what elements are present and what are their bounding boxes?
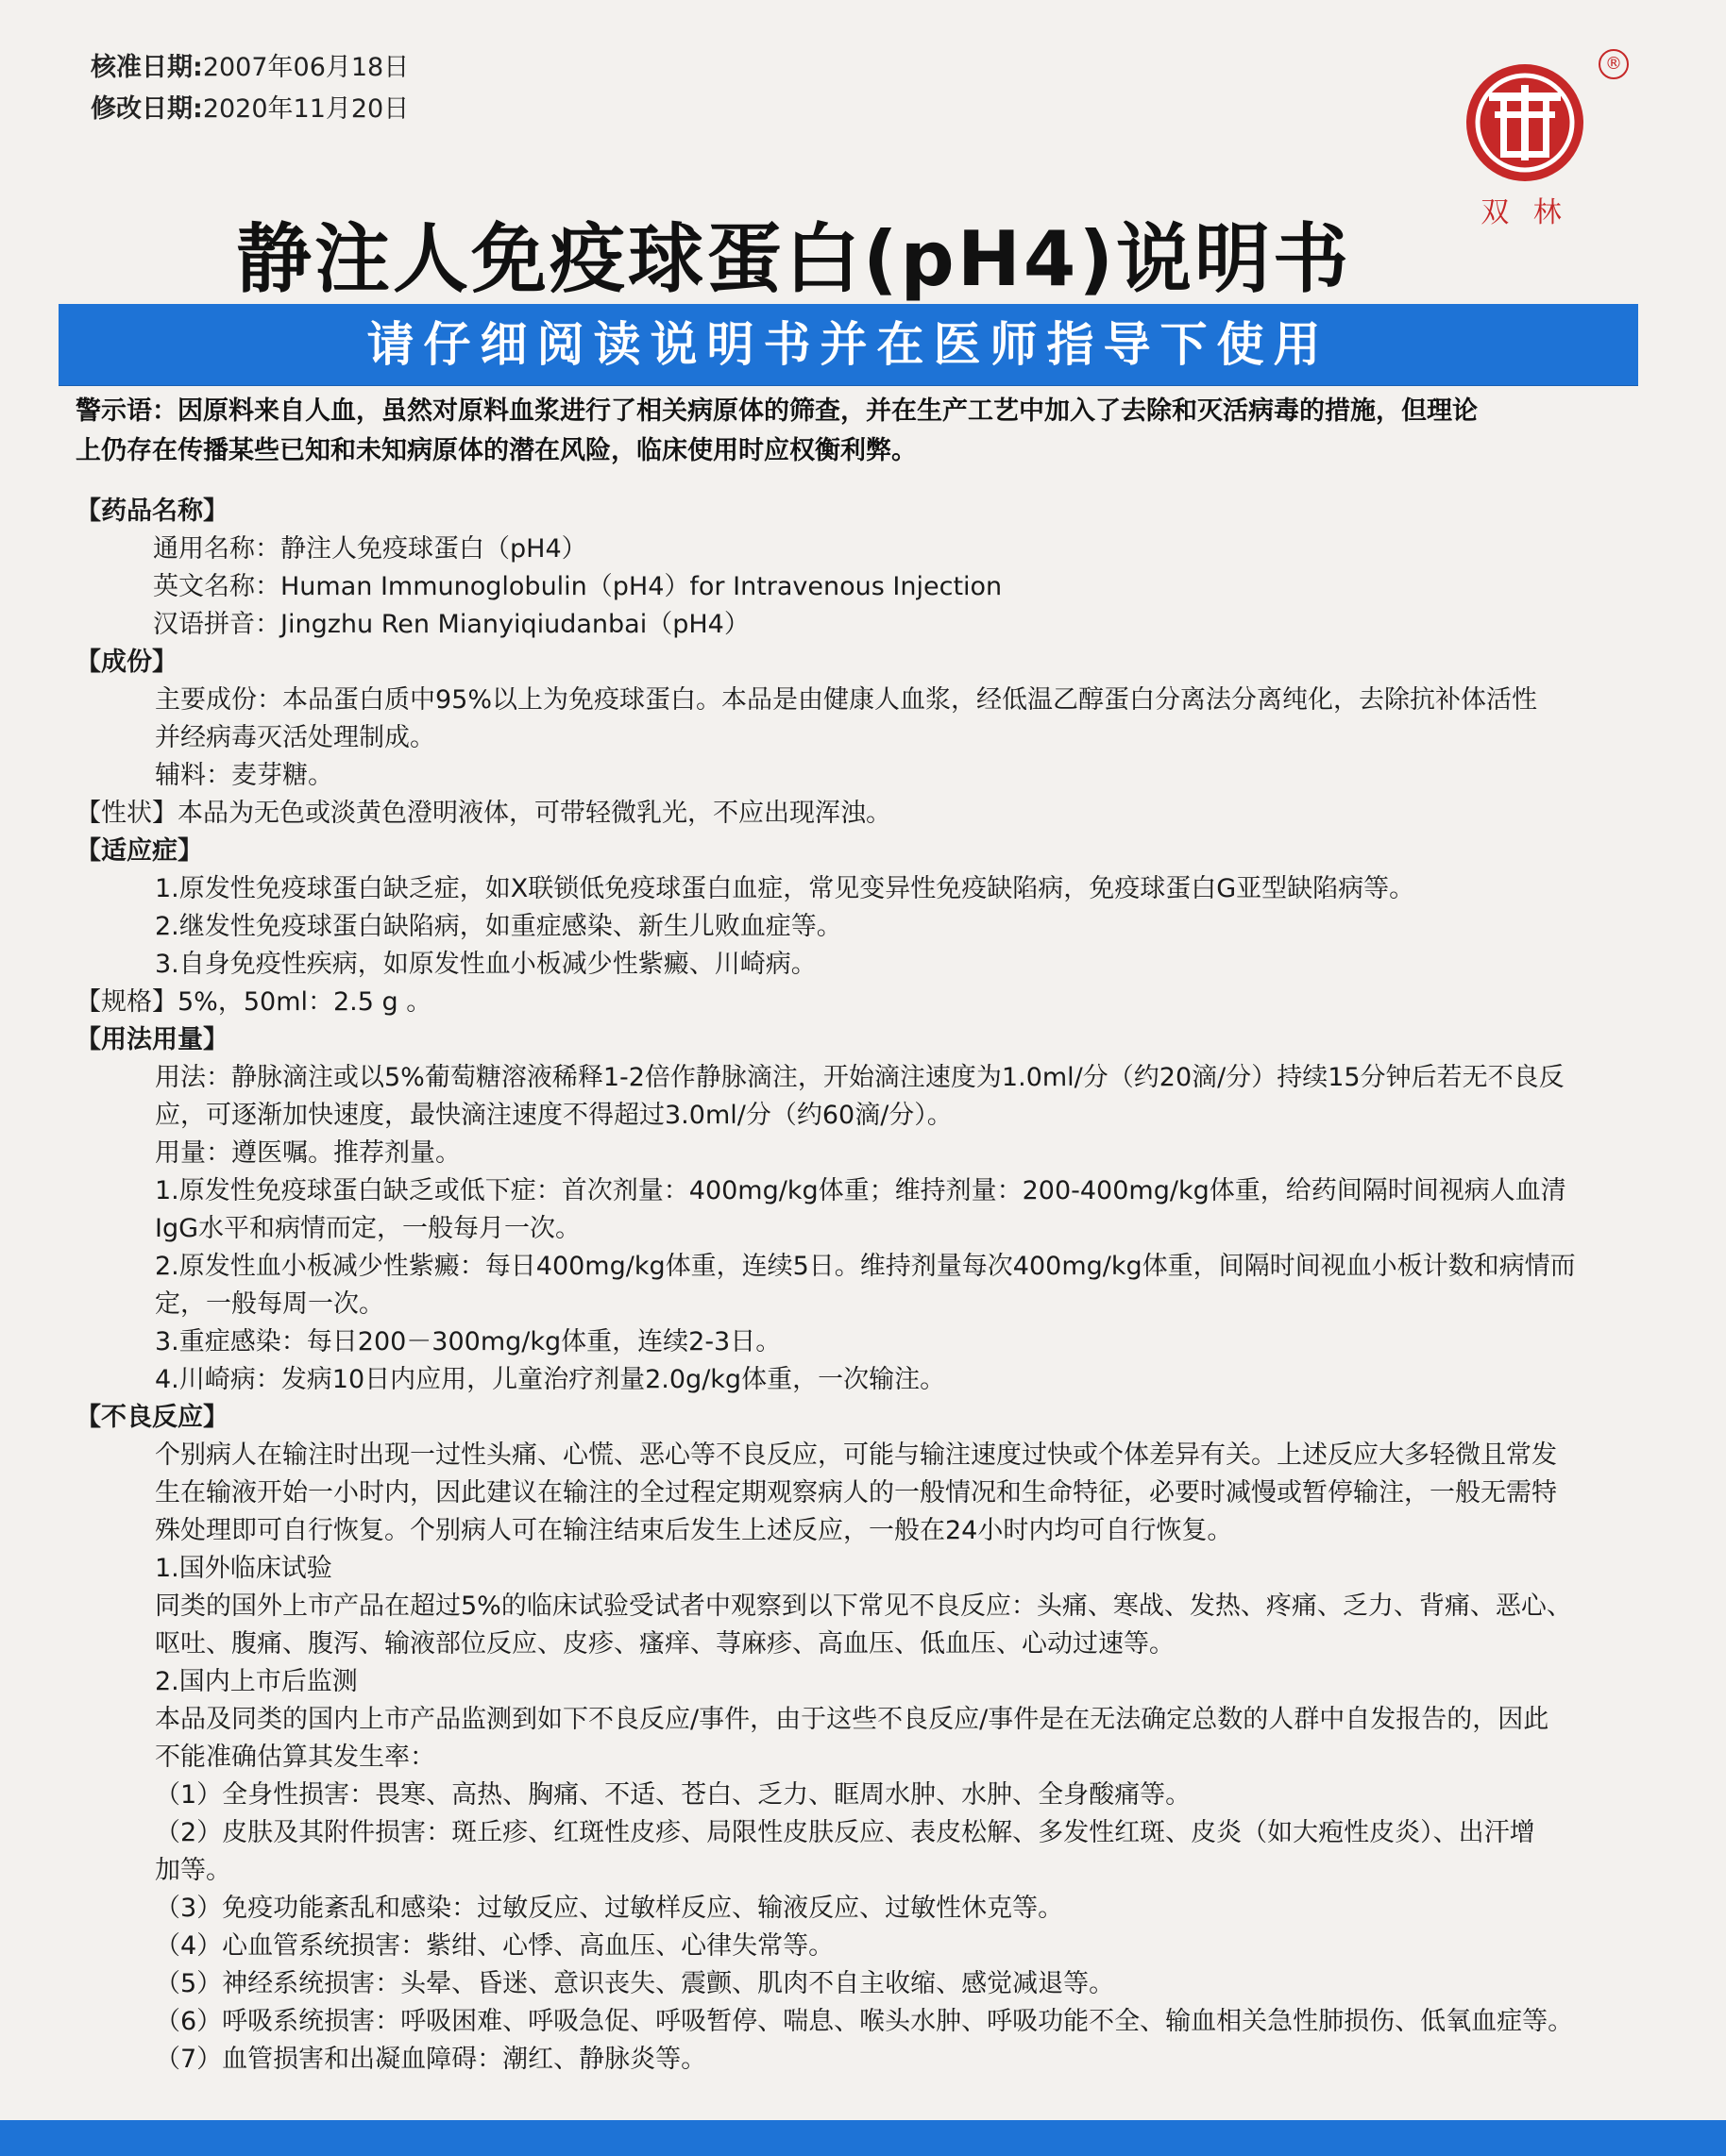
adverse-line: 本品及同类的国内上市产品监测到如下不良反应/事件，由于这些不良反应/事件是在无法确定总数的人群中自发报告的，因此 [155,1705,1549,1734]
adverse-line: 生在输液开始一小时内，因此建议在输注的全过程定期观察病人的一般情况和生命特征，必要时减慢或暂停输注，一般无需特 [155,1478,1557,1508]
usage-line: 应，可逐渐加快速度，最快滴注速度不得超过3.0ml/分（约60滴/分）。 [155,1101,953,1130]
adverse-line: （1）全身性损害：畏寒、高热、胸痛、不适、苍白、乏力、眶周水肿、水肿、全身酸痛等。 [155,1780,1192,1810]
adverse-line: （4）心血管系统损害：紫绀、心悸、高血压、心律失常等。 [155,1931,835,1961]
document-title: 静注人免疫球蛋白(pH4)说明书 [236,215,1352,303]
warning-line: 上仍存在传播某些已知和未知病原体的潜在风险，临床使用时应权衡利弊。 [76,436,917,465]
modify-date-value: 2020年11月20日 [202,94,410,124]
generic-name: 通用名称：静注人免疫球蛋白（pH4） [153,534,587,564]
brand-logo [1459,57,1591,245]
instruction-banner-text: 请仔细阅读说明书并在医师指导下使用 [366,317,1330,372]
usage-line: 4.川崎病：发病10日内应用，儿童治疗剂量2.0g/kg体重，一次输注。 [155,1365,946,1394]
adverse-line: （6）呼吸系统损害：呼吸困难、呼吸急促、呼吸暂停、喘息、喉头水肿、呼吸功能不全、输血相关急性肺损伤、低氧血症等。 [155,2007,1574,2036]
adverse-line: （2）皮肤及其附件损害：斑丘疹、红斑性皮疹、局限性皮肤反应、表皮松解、多发性红斑、皮炎（如大疱性皮炎）、出汗增 [155,1818,1535,1847]
section-header-adverse: 【不良反应】 [76,1403,228,1432]
usage-line: 用量：遵医嘱。推荐剂量。 [155,1138,461,1168]
section-header-usage: 【用法用量】 [76,1025,228,1054]
warning-line: 警示语：因原料来自人血，虽然对原料血浆进行了相关病原体的筛查，并在生产工艺中加入了去除和灭活病毒的措施，但理论 [76,396,1478,426]
pinyin-name: 汉语拼音：Jingzhu Ren Mianyiqiudanbai（pH4） [153,610,750,639]
leaflet-body [76,493,1662,2079]
indication-item: 1.原发性免疫球蛋白缺乏症，如X联锁低免疫球蛋白血症，常见变异性免疫缺陷病，免疫球蛋白G亚型缺陷病等。 [155,874,1415,903]
dates-block [91,47,409,130]
warning-block [76,392,1643,471]
adverse-line: （5）神经系统损害：头晕、昏迷、意识丧失、震颤、肌肉不自主收缩、感觉减退等。 [155,1969,1115,1998]
adverse-line: 不能准确估算其发生率： [155,1743,435,1772]
adverse-line: 1.国外临床试验 [155,1554,332,1583]
indication-item: 2.继发性免疫球蛋白缺陷病，如重症感染、新生儿败血症等。 [155,912,842,941]
excipient-text: 辅料：麦芽糖。 [155,761,333,790]
adverse-line: 2.国内上市后监测 [155,1667,358,1696]
section-spec: 【规格】5%，50ml：2.5 g 。 [76,987,432,1017]
adverse-line: 殊处理即可自行恢复。个别病人可在输注结束后发生上述反应，一般在24小时内均可自行恢复。 [155,1516,1233,1545]
instruction-banner [59,304,1638,385]
modify-date-row [91,89,409,130]
brand-logo-mark-icon [1459,57,1591,189]
section-header-indications: 【适应症】 [76,836,203,866]
composition-text: 主要成份：本品蛋白质中95%以上为免疫球蛋白。本品是由健康人血浆，经低温乙醇蛋白分离法分离纯化，去除抗补体活性 [155,685,1538,715]
section-header-drug-name: 【药品名称】 [76,497,228,526]
approve-date-row [91,47,409,89]
section-properties: 【性状】本品为无色或淡黄色澄明液体，可带轻微乳光，不应出现浑浊。 [76,799,891,828]
adverse-line: 个别病人在输注时出现一过性头痛、心慌、恶心等不良反应，可能与输注速度过快或个体差异有关。上述反应大多轻微且常发 [155,1440,1557,1470]
usage-line: 2.原发性血小板减少性紫癜：每日400mg/kg体重，连续5日。维持剂量每次400mg/kg体重，间隔时间视血小板计数和病情而 [155,1252,1576,1281]
usage-line: 用法：静脉滴注或以5%葡萄糖溶液稀释1-2倍作静脉滴注，开始滴注速度为1.0ml/分（约20滴/分）持续15分钟后若无不良反 [155,1063,1565,1092]
english-name: 英文名称：Human Immunoglobulin（pH4）for Intravenous Injection [153,572,1003,601]
adverse-line: 呕吐、腹痛、腹泻、输液部位反应、皮疹、瘙痒、荨麻疹、高血压、低血压、心动过速等。 [155,1629,1175,1659]
adverse-line: （7）血管损害和出凝血障碍：潮红、静脉炎等。 [155,2045,707,2074]
adverse-line: （3）免疫功能紊乱和感染：过敏反应、过敏样反应、输液反应、过敏性休克等。 [155,1894,1064,1923]
composition-text: 并经病毒灭活处理制成。 [155,723,435,752]
adverse-line: 加等。 [155,1856,231,1885]
section-header-composition: 【成份】 [76,648,178,677]
approve-date-value: 2007年06月18日 [202,53,410,82]
brand-logo-text: 双 林 [1481,196,1569,229]
usage-line: 3.重症感染：每日200－300mg/kg体重，连续2-3日。 [155,1327,782,1356]
bottom-blue-bar [0,2120,1726,2156]
usage-line: 1.原发性免疫球蛋白缺乏或低下症：首次剂量：400mg/kg体重；维持剂量：200-400mg/kg体重，给药间隔时间视病人血清 [155,1176,1566,1205]
registered-mark: ® [1599,49,1629,79]
approve-date-label: 核准日期: [91,53,203,82]
indication-item: 3.自身免疫性疾病，如原发性血小板减少性紫癜、川崎病。 [155,950,817,979]
adverse-line: 同类的国外上市产品在超过5%的临床试验受试者中观察到以下常见不良反应：头痛、寒战、发热、疼痛、乏力、背痛、恶心、 [155,1592,1572,1621]
usage-line: IgG水平和病情而定，一般每月一次。 [155,1214,582,1243]
usage-line: 定，一般每周一次。 [155,1289,384,1319]
modify-date-label: 修改日期: [91,94,203,124]
